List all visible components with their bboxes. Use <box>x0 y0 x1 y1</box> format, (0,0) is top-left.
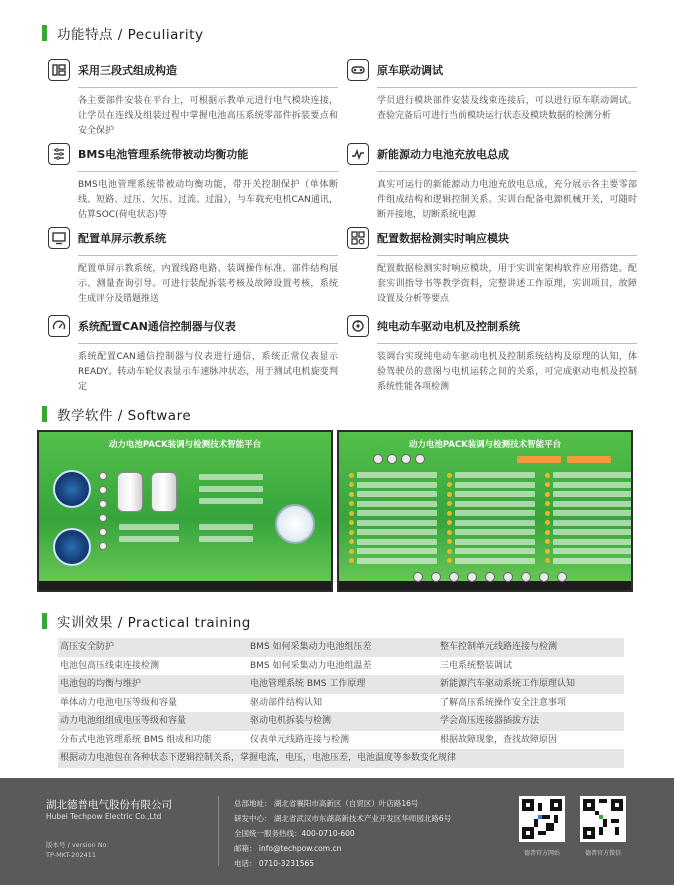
data-row <box>119 536 179 542</box>
status-dot <box>545 549 550 554</box>
data-row <box>553 472 633 478</box>
feature-title: 采用三段式组成构造 <box>78 64 177 77</box>
feature-card <box>48 226 338 307</box>
status-dot <box>447 539 452 544</box>
indicator-dot <box>99 486 107 494</box>
company-name: 湖北德普电气股份有限公司 <box>46 799 172 811</box>
section-training-heading <box>42 612 251 630</box>
data-row <box>553 539 633 545</box>
data-row <box>455 501 535 507</box>
feature-card <box>347 142 637 223</box>
data-row <box>455 482 535 488</box>
feature-card <box>48 142 338 223</box>
data-row <box>357 558 437 564</box>
structure-icon <box>48 59 70 81</box>
phone: 电话： 0710-3231565 <box>234 859 315 868</box>
data-row <box>455 539 535 545</box>
control-knob <box>387 454 397 464</box>
data-row <box>455 491 535 497</box>
table-cell: 电池包的均衡与维护 <box>60 679 142 689</box>
control-button <box>485 572 495 582</box>
qr-label: 德普官方微信 <box>584 850 621 857</box>
indicator-dot <box>99 542 107 550</box>
control-button <box>503 572 513 582</box>
data-row <box>199 524 253 530</box>
software-screenshot-2 <box>337 430 633 592</box>
speed-dial <box>275 504 315 544</box>
feature-title: BMS电池管理系统带被动均衡功能 <box>78 148 249 161</box>
table-cell: 驱动电机拆装与检测 <box>250 716 332 726</box>
feature-card <box>347 314 637 395</box>
data-row <box>553 491 633 497</box>
data-row <box>199 498 263 504</box>
feature-card <box>48 314 338 395</box>
service-hotline: 全国统一服务热线：400-0710-600 <box>234 829 355 838</box>
section-marker <box>42 25 47 41</box>
status-dot <box>447 558 452 563</box>
indicator-dot <box>99 500 107 508</box>
indicator-dot <box>99 472 107 480</box>
data-detect-icon <box>347 227 369 249</box>
rd-center-address: 研发中心： 湖北省武汉市东湖高新技术产业开发区华师园北路6号 <box>234 814 452 823</box>
section-marker <box>42 613 47 629</box>
table-cell: 电池管理系统 BMS 工作原理 <box>250 679 366 689</box>
control-button <box>449 572 459 582</box>
data-row <box>553 482 633 488</box>
table-cell: 新能源汽车驱动系统工作原理认知 <box>440 679 576 689</box>
table-cell: 整车控制单元线路连接与检测 <box>440 642 558 652</box>
taskbar <box>339 581 631 590</box>
indicator-dot <box>99 514 107 522</box>
data-row <box>553 510 633 516</box>
status-dot <box>349 473 354 478</box>
status-dot <box>545 501 550 506</box>
screenshot-title: 动力电池PACK装调与检测技术智能平台 <box>108 440 262 450</box>
table-cell: 高压安全防护 <box>60 642 115 652</box>
data-row <box>199 486 263 492</box>
divider <box>377 171 637 172</box>
data-row <box>357 501 437 507</box>
status-dot <box>545 482 550 487</box>
indicator-dot <box>99 528 107 536</box>
feature-title: 新能源动力电池充放电总成 <box>377 148 509 161</box>
data-row <box>455 558 535 564</box>
status-dot <box>545 539 550 544</box>
battery-cell-graphic <box>117 472 143 512</box>
feature-description: 各主要部件安装在平台上，可根据示教单元进行电气模块连接，让学员在连线及组装过程中掌握电池高压系统零部件拆装要点和安全保护 <box>78 96 338 136</box>
email: 邮箱： info@techpow.com.cn <box>234 844 342 853</box>
feature-description: 真实可运行的新能源动力电池充放电总成，充分展示各主要零部件组成结构和逻辑控制关系。实训台配备电源机械开关，可随时断开接地，切断系统电源 <box>377 180 637 220</box>
software-screenshot-1 <box>37 430 333 592</box>
table-row <box>58 694 624 713</box>
current-gauge <box>53 528 91 566</box>
section-marker <box>42 406 47 422</box>
status-dot <box>447 501 452 506</box>
table-cell: 驱动部件结构认知 <box>250 697 323 708</box>
table-cell: 根据故障现象，查找故障原因 <box>440 734 558 745</box>
footer <box>0 778 674 885</box>
feature-description: BMS电池管理系统带被动均衡功能，带开关控制保护（单体断线、短路、过压、欠压、过流、过温），与车载充电机CAN通讯，估算SOC(荷电状态)等 <box>78 180 338 220</box>
status-dot <box>447 530 452 535</box>
table-row <box>58 731 624 750</box>
data-row <box>455 472 535 478</box>
status-dot <box>545 530 550 535</box>
control-button <box>557 572 567 582</box>
control-button <box>521 572 531 582</box>
status-dot <box>447 511 452 516</box>
data-row <box>455 520 535 526</box>
status-dot <box>545 511 550 516</box>
qr-label: 德普官方网站 <box>523 850 560 857</box>
data-row <box>553 548 633 554</box>
data-row <box>553 558 633 564</box>
data-row <box>199 536 253 542</box>
status-dot <box>545 520 550 525</box>
feature-description: 装调台实现纯电动车驱动电机及控制系统结构及原理的认知，体验驾驶员的意图与电机运转之间的关系，可完成驱动电机及控制系统性能各项检测 <box>377 352 637 392</box>
wechat-qr-code[interactable] <box>580 796 626 842</box>
divider <box>78 255 338 256</box>
feature-title: 系统配置CAN通信控制器与仪表 <box>78 320 236 333</box>
voltage-gauge <box>53 470 91 508</box>
website-qr-code[interactable] <box>519 796 565 842</box>
table-row <box>58 675 624 694</box>
data-row <box>553 529 633 535</box>
divider <box>377 255 637 256</box>
section-peculiarity-heading <box>42 24 203 42</box>
address: 总部地址： 湖北省襄阳市高新区（自贸区）叶店路16号 <box>234 799 419 808</box>
battery-cell-graphic <box>151 472 177 512</box>
data-row <box>357 491 437 497</box>
table-row <box>58 657 624 676</box>
data-row <box>357 472 437 478</box>
status-dot <box>349 482 354 487</box>
status-dot <box>349 492 354 497</box>
table-cell: 了解高压系统操作安全注意事项 <box>440 697 567 708</box>
feature-card <box>48 58 338 139</box>
status-dot <box>447 482 452 487</box>
feature-description: 配置单屏示教系统，内置线路电路、装调操作标准、部件结构展示、测量查询引导。可进行装配拆装考核及故障设置考核，系统生成评分及错题推送 <box>78 264 338 304</box>
control-button <box>467 572 477 582</box>
section-title: 实训效果 / Practical training <box>57 615 251 631</box>
feature-card <box>347 58 637 124</box>
charge-discharge-icon <box>347 143 369 165</box>
feature-title: 配置单屏示教系统 <box>78 232 166 245</box>
table-cell: 单体动力电池电压等级和容量 <box>60 697 178 708</box>
control-button <box>413 572 423 582</box>
control-button <box>539 572 549 582</box>
data-row <box>357 529 437 535</box>
table-row <box>58 638 624 657</box>
status-dot <box>545 473 550 478</box>
status-dot <box>349 549 354 554</box>
control-knob <box>373 454 383 464</box>
linkage-icon <box>347 59 369 81</box>
gauge-icon <box>48 315 70 337</box>
section-title: 功能特点 / Peculiarity <box>57 27 204 43</box>
data-row <box>553 501 633 507</box>
monitor-icon <box>48 227 70 249</box>
data-row <box>455 510 535 516</box>
divider <box>377 343 637 344</box>
feature-card <box>347 226 637 307</box>
table-cell: BMS 如何采集动力电池组压差 <box>250 642 372 652</box>
motor-icon <box>347 315 369 337</box>
divider <box>218 796 219 866</box>
data-row <box>199 474 263 480</box>
status-tag <box>517 456 561 463</box>
bms-icon <box>48 143 70 165</box>
table-cell: 三电系统整装调试 <box>440 660 513 671</box>
feature-description: 学员进行模块部件安装及线束连接后，可以进行原车联动调试。查验完备后可进行当前模块运行状态及模块数据的检测分析 <box>377 96 637 121</box>
table-row <box>58 712 624 731</box>
training-table <box>58 638 624 768</box>
status-dot <box>349 501 354 506</box>
status-dot <box>349 539 354 544</box>
divider <box>78 87 338 88</box>
status-dot <box>349 558 354 563</box>
data-row <box>357 539 437 545</box>
data-row <box>357 520 437 526</box>
status-dot <box>447 492 452 497</box>
table-cell: 仪表单元线路连接与检测 <box>250 734 350 745</box>
feature-title: 纯电动车驱动电机及控制系统 <box>377 320 520 333</box>
company-name-en: Hubei Techpow Electric Co.,Ltd <box>46 812 162 821</box>
table-cell: 分布式电池管理系统 BMS 组成和功能 <box>60 734 212 745</box>
control-knob <box>401 454 411 464</box>
data-row <box>455 548 535 554</box>
data-row <box>357 510 437 516</box>
version-code: TP-MKT-202411 <box>46 851 96 859</box>
status-dot <box>447 549 452 554</box>
table-cell: 根据动力电池包在各种状态下逻辑控制关系，掌握电流，电压，电池压差，电池温度等参数变化规律 <box>60 753 457 763</box>
feature-description: 配置数据检测实时响应模块，用于实训室架构软件应用搭建。配套实训指导书等教学资料，完整讲述工作原理，实训项目，故障设置及分析等要点 <box>377 264 637 304</box>
control-knob <box>415 454 425 464</box>
divider <box>78 171 338 172</box>
data-row <box>357 548 437 554</box>
data-row <box>119 524 179 530</box>
status-dot <box>349 511 354 516</box>
feature-title: 原车联动调试 <box>377 64 443 77</box>
status-dot <box>447 520 452 525</box>
table-row <box>58 749 624 768</box>
status-dot <box>545 492 550 497</box>
status-tag <box>567 456 611 463</box>
section-software-heading <box>42 405 191 423</box>
status-dot <box>349 530 354 535</box>
data-row <box>553 520 633 526</box>
status-dot <box>349 520 354 525</box>
taskbar <box>39 581 331 590</box>
table-cell: BMS 如何采集动力电池组温差 <box>250 660 372 671</box>
feature-title: 配置数据检测实时响应模块 <box>377 232 509 245</box>
version-label: 版本号 / version No： <box>46 841 114 849</box>
feature-description: 系统配置CAN通信控制器与仪表进行通信，系统正常仪表显示READY。转动车轮仪表显示车速脉冲状态，用于测试电机旋变判定 <box>78 352 338 392</box>
data-row <box>357 482 437 488</box>
status-dot <box>545 558 550 563</box>
table-cell: 电池包高压线束连接检测 <box>60 660 160 671</box>
divider <box>377 87 637 88</box>
data-row <box>455 529 535 535</box>
status-dot <box>447 473 452 478</box>
section-title: 教学软件 / Software <box>57 408 192 424</box>
screenshot-title: 动力电池PACK装调与检测技术智能平台 <box>408 440 562 450</box>
table-cell: 动力电池组组成电压等级和容量 <box>60 716 187 726</box>
control-button <box>431 572 441 582</box>
divider <box>78 343 338 344</box>
table-cell: 学会高压连接器插拔方法 <box>440 716 540 726</box>
